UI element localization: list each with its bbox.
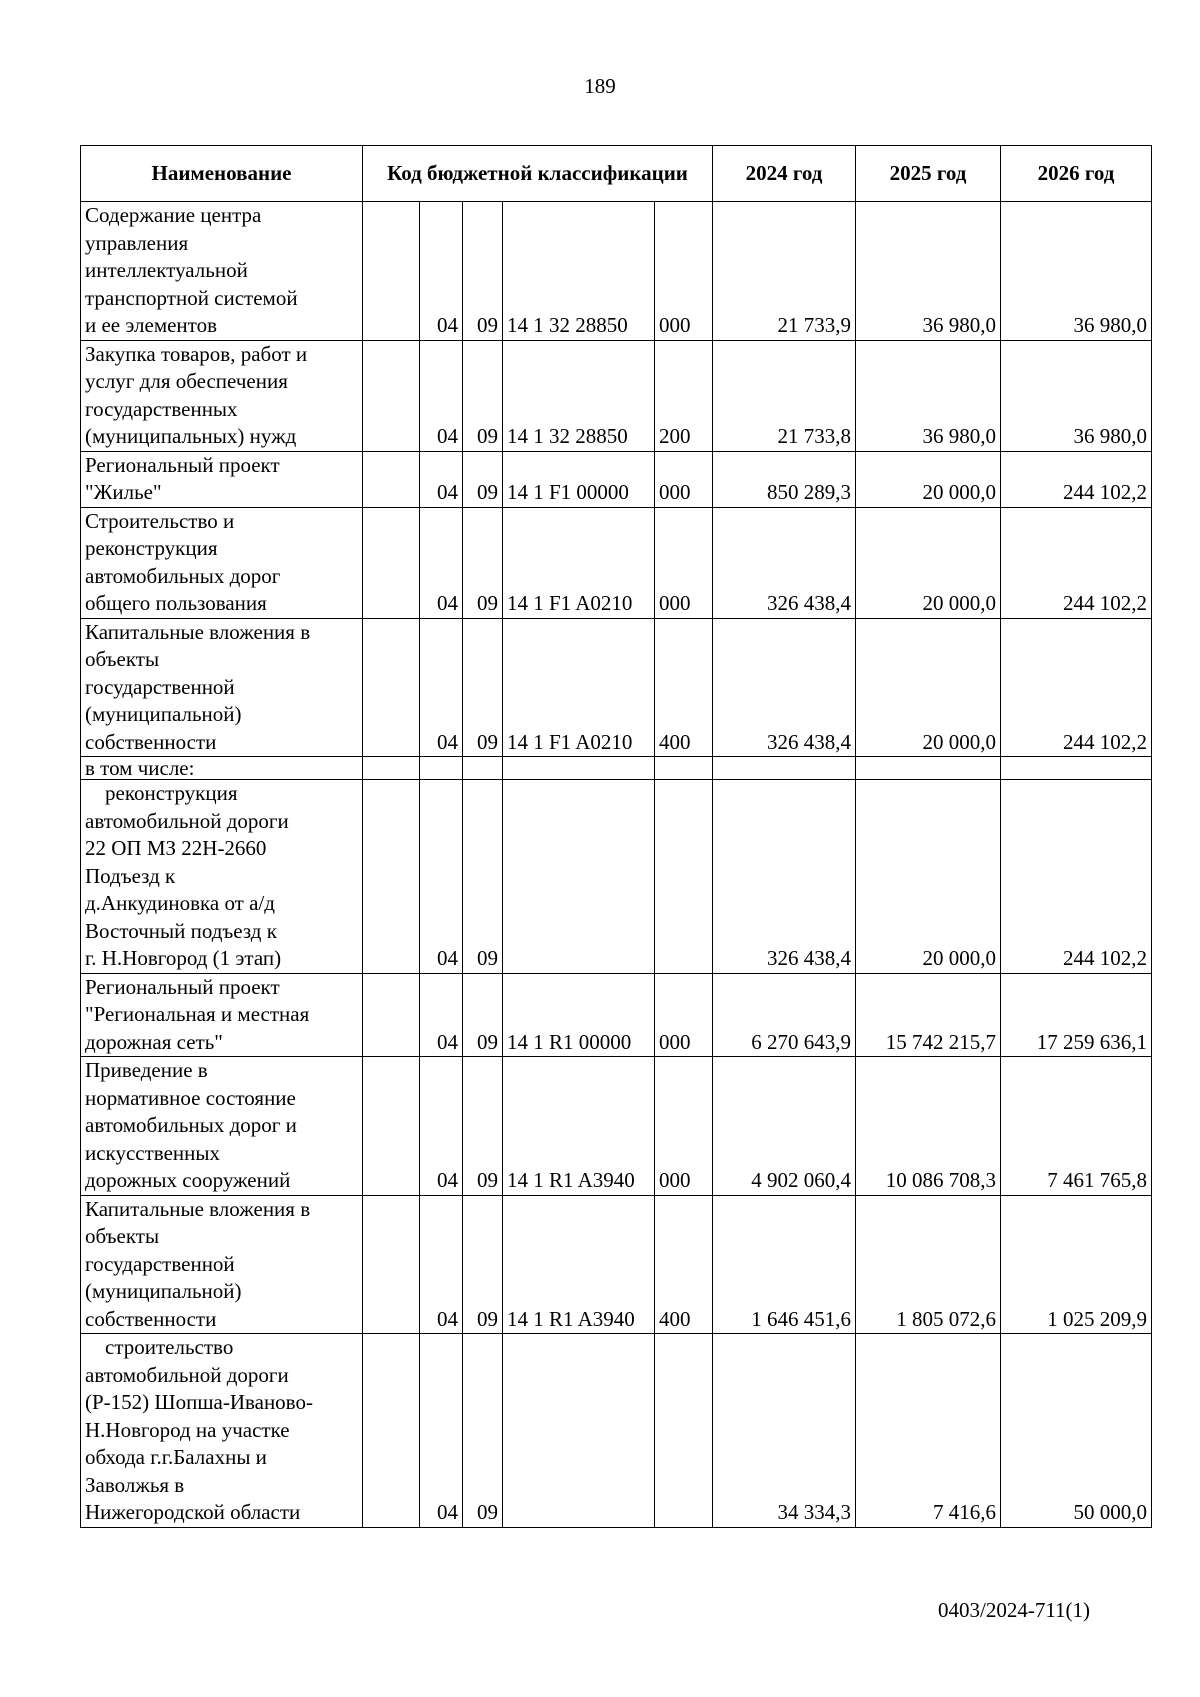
value-2024: 21 733,8 bbox=[713, 340, 856, 451]
value-2026: 36 980,0 bbox=[1001, 340, 1152, 451]
row-name bbox=[81, 1057, 363, 1196]
row-name-line: государственной bbox=[85, 674, 235, 699]
row-name bbox=[81, 1334, 363, 1528]
row-name bbox=[81, 1195, 363, 1334]
code-part-1 bbox=[363, 757, 420, 780]
code-section: 04 bbox=[420, 451, 463, 507]
value-2025 bbox=[856, 757, 1001, 780]
row-name-line: д.Анкудиновка от а/д bbox=[85, 891, 275, 915]
row-name bbox=[81, 202, 363, 341]
row-name-line: услуг для обеспечения bbox=[85, 369, 288, 393]
row-name-line: "Региональная и местная bbox=[85, 1002, 310, 1026]
row-name-line: автомобильных дорог bbox=[85, 563, 281, 588]
value-2026: 17 259 636,1 bbox=[1001, 973, 1152, 1057]
code-subsection bbox=[463, 757, 503, 780]
code-part-1 bbox=[363, 1334, 420, 1528]
value-2026 bbox=[1001, 757, 1152, 780]
table-row bbox=[81, 451, 1152, 507]
value-2024: 21 733,9 bbox=[713, 202, 856, 341]
row-name-line: (муниципальной) bbox=[85, 1279, 242, 1303]
code-part-1 bbox=[363, 618, 420, 757]
page-number: 189 bbox=[584, 74, 616, 98]
row-name-line: дорожная сеть" bbox=[85, 1029, 223, 1054]
row-name-line: общего пользования bbox=[85, 591, 267, 615]
row-name-line: и ее элементов bbox=[85, 313, 217, 337]
code-section: 04 bbox=[420, 1195, 463, 1334]
code-subsection: 09 bbox=[463, 1334, 503, 1528]
row-name-line: Региональный проект bbox=[85, 452, 280, 477]
value-2025: 20 000,0 bbox=[856, 618, 1001, 757]
row-name-line: управления bbox=[85, 230, 189, 255]
row-name-line: государственной bbox=[85, 1251, 235, 1276]
header-2026: 2026 год bbox=[1001, 146, 1152, 202]
row-name bbox=[81, 757, 363, 780]
code-part-1 bbox=[363, 1195, 420, 1334]
code-expense-type bbox=[655, 1334, 713, 1528]
code-target-article: 14 1 R1 00000 bbox=[503, 973, 655, 1057]
budget-table bbox=[80, 145, 1152, 1528]
table-row bbox=[81, 618, 1152, 757]
code-expense-type: 200 bbox=[655, 340, 713, 451]
row-name-line: 22 ОП МЗ 22Н-2660 bbox=[85, 836, 267, 860]
row-name bbox=[81, 618, 363, 757]
table-row bbox=[81, 340, 1152, 451]
code-section: 04 bbox=[420, 780, 463, 974]
code-section: 04 bbox=[420, 973, 463, 1057]
value-2025: 20 000,0 bbox=[856, 780, 1001, 974]
code-part-1 bbox=[363, 973, 420, 1057]
value-2025: 36 980,0 bbox=[856, 340, 1001, 451]
code-target-article bbox=[503, 780, 655, 974]
code-section: 04 bbox=[420, 618, 463, 757]
code-target-article: 14 1 F1 A0210 bbox=[503, 507, 655, 618]
value-2025: 36 980,0 bbox=[856, 202, 1001, 341]
row-name-line: строительство bbox=[105, 1335, 234, 1359]
code-expense-type: 000 bbox=[655, 451, 713, 507]
value-2026: 244 102,2 bbox=[1001, 507, 1152, 618]
value-2024: 6 270 643,9 bbox=[713, 973, 856, 1057]
value-2024: 1 646 451,6 bbox=[713, 1195, 856, 1334]
row-name-line: Восточный подъезд к bbox=[85, 918, 277, 943]
table-row bbox=[81, 202, 1152, 341]
table-row bbox=[81, 1195, 1152, 1334]
row-name-line: (Р-152) Шопша-Иваново- bbox=[85, 1390, 313, 1414]
value-2025: 15 742 215,7 bbox=[856, 973, 1001, 1057]
value-2024: 34 334,3 bbox=[713, 1334, 856, 1528]
code-section: 04 bbox=[420, 1334, 463, 1528]
code-subsection: 09 bbox=[463, 618, 503, 757]
code-expense-type bbox=[655, 757, 713, 780]
code-target-article bbox=[503, 757, 655, 780]
value-2026: 7 461 765,8 bbox=[1001, 1057, 1152, 1196]
row-name-line: обхода г.г.Балахны и bbox=[85, 1445, 267, 1469]
code-subsection: 09 bbox=[463, 780, 503, 974]
code-expense-type bbox=[655, 780, 713, 974]
row-name-line: искусственных bbox=[85, 1140, 220, 1165]
code-subsection: 09 bbox=[463, 451, 503, 507]
row-name-line: собственности bbox=[85, 1306, 217, 1331]
code-section bbox=[420, 757, 463, 780]
row-name bbox=[81, 780, 363, 974]
row-name bbox=[81, 973, 363, 1057]
value-2026: 244 102,2 bbox=[1001, 451, 1152, 507]
value-2024: 326 438,4 bbox=[713, 618, 856, 757]
value-2025: 10 086 708,3 bbox=[856, 1057, 1001, 1196]
code-target-article: 14 1 F1 A0210 bbox=[503, 618, 655, 757]
row-name-line: автомобильной дороги bbox=[85, 808, 289, 833]
row-name bbox=[81, 451, 363, 507]
table-row bbox=[81, 973, 1152, 1057]
value-2024: 850 289,3 bbox=[713, 451, 856, 507]
row-name-line: объекты bbox=[85, 1224, 160, 1248]
code-target-article: 14 1 32 28850 bbox=[503, 202, 655, 341]
row-name-line: реконструкция bbox=[85, 536, 218, 560]
row-name-line: Региональный проект bbox=[85, 974, 280, 999]
row-name-line: реконструкция bbox=[105, 781, 238, 805]
code-expense-type: 000 bbox=[655, 202, 713, 341]
code-section: 04 bbox=[420, 507, 463, 618]
table-body bbox=[81, 202, 1152, 1528]
code-target-article: 14 1 R1 A3940 bbox=[503, 1057, 655, 1196]
code-part-1 bbox=[363, 202, 420, 341]
code-expense-type: 400 bbox=[655, 618, 713, 757]
value-2024 bbox=[713, 757, 856, 780]
row-name-line: автомобильных дорог и bbox=[85, 1113, 297, 1137]
row-name-line: в том числе: bbox=[85, 756, 195, 780]
value-2026: 244 102,2 bbox=[1001, 780, 1152, 974]
row-name-line: дорожных сооружений bbox=[85, 1168, 291, 1192]
value-2026: 50 000,0 bbox=[1001, 1334, 1152, 1528]
code-part-1 bbox=[363, 507, 420, 618]
code-expense-type: 000 bbox=[655, 973, 713, 1057]
header-2025: 2025 год bbox=[856, 146, 1001, 202]
code-section: 04 bbox=[420, 340, 463, 451]
code-target-article: 14 1 F1 00000 bbox=[503, 451, 655, 507]
row-name-line: Капитальные вложения в bbox=[85, 619, 311, 644]
row-name-line: Закупка товаров, работ и bbox=[85, 341, 308, 366]
row-name-line: (муниципальных) нужд bbox=[85, 424, 297, 448]
row-name-line: собственности bbox=[85, 729, 217, 754]
row-name-line: (муниципальной) bbox=[85, 702, 242, 726]
row-name-line: автомобильной дороги bbox=[85, 1362, 289, 1387]
row-name-line: транспортной системой bbox=[85, 285, 298, 310]
table-row bbox=[81, 1334, 1152, 1528]
row-name-line: "Жилье" bbox=[85, 480, 162, 504]
code-part-1 bbox=[363, 451, 420, 507]
row-name-line: Капитальные вложения в bbox=[85, 1196, 311, 1221]
row-name bbox=[81, 507, 363, 618]
value-2024: 326 438,4 bbox=[713, 780, 856, 974]
code-part-1 bbox=[363, 780, 420, 974]
row-name-line: г. Н.Новгород (1 этап) bbox=[85, 946, 282, 970]
row-name-line: Содержание центра bbox=[85, 203, 262, 227]
document-id: 0403/2024-711(1) bbox=[938, 1598, 1091, 1622]
header-code: Код бюджетной классификации bbox=[363, 146, 713, 202]
code-subsection: 09 bbox=[463, 1057, 503, 1196]
code-expense-type: 000 bbox=[655, 1057, 713, 1196]
row-name-line: Строительство и bbox=[85, 508, 235, 533]
value-2025: 1 805 072,6 bbox=[856, 1195, 1001, 1334]
code-part-1 bbox=[363, 340, 420, 451]
table-header-row bbox=[81, 146, 1152, 202]
value-2024: 4 902 060,4 bbox=[713, 1057, 856, 1196]
value-2026: 244 102,2 bbox=[1001, 618, 1152, 757]
row-name-line: Подъезд к bbox=[85, 863, 176, 888]
code-target-article: 14 1 32 28850 bbox=[503, 340, 655, 451]
row-name-line: Нижегородской области bbox=[85, 1500, 301, 1524]
code-subsection: 09 bbox=[463, 507, 503, 618]
code-expense-type: 400 bbox=[655, 1195, 713, 1334]
header-name: Наименование bbox=[81, 146, 363, 202]
value-2026: 36 980,0 bbox=[1001, 202, 1152, 341]
table-row bbox=[81, 780, 1152, 974]
code-subsection: 09 bbox=[463, 202, 503, 341]
value-2025: 20 000,0 bbox=[856, 451, 1001, 507]
header-2024: 2024 год bbox=[713, 146, 856, 202]
row-name-line: объекты bbox=[85, 647, 160, 671]
code-target-article bbox=[503, 1334, 655, 1528]
row-name-line: нормативное состояние bbox=[85, 1085, 296, 1110]
value-2025: 7 416,6 bbox=[856, 1334, 1001, 1528]
row-name-line: государственных bbox=[85, 396, 238, 421]
value-2024: 326 438,4 bbox=[713, 507, 856, 618]
table-row bbox=[81, 1057, 1152, 1196]
table-row bbox=[81, 757, 1152, 780]
row-name-line: Приведение в bbox=[85, 1058, 208, 1082]
row-name bbox=[81, 340, 363, 451]
value-2026: 1 025 209,9 bbox=[1001, 1195, 1152, 1334]
row-name-line: Заволжья в bbox=[85, 1472, 185, 1497]
table-row bbox=[81, 507, 1152, 618]
code-target-article: 14 1 R1 A3940 bbox=[503, 1195, 655, 1334]
code-subsection: 09 bbox=[463, 1195, 503, 1334]
code-subsection: 09 bbox=[463, 973, 503, 1057]
code-section: 04 bbox=[420, 1057, 463, 1196]
code-subsection: 09 bbox=[463, 340, 503, 451]
row-name-line: Н.Новгород на участке bbox=[85, 1417, 290, 1442]
code-expense-type: 000 bbox=[655, 507, 713, 618]
code-section: 04 bbox=[420, 202, 463, 341]
row-name-line: интеллектуальной bbox=[85, 258, 248, 282]
code-part-1 bbox=[363, 1057, 420, 1196]
value-2025: 20 000,0 bbox=[856, 507, 1001, 618]
